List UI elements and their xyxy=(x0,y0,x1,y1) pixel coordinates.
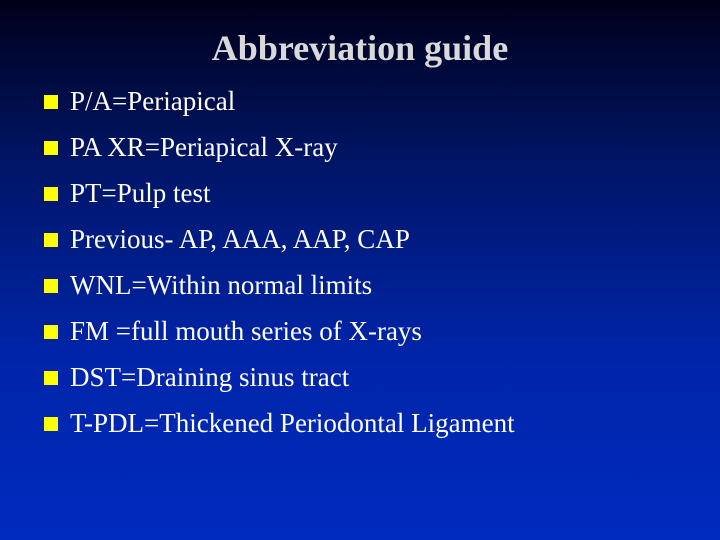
bullet-text: WNL=Within normal limits xyxy=(70,269,373,300)
bullet-text: P/A=Periapical xyxy=(70,85,236,116)
bullet-item xyxy=(44,78,515,124)
bullet-list xyxy=(44,78,515,446)
square-bullet-icon xyxy=(44,233,58,247)
bullet-item xyxy=(44,124,515,170)
bullet-item xyxy=(44,216,515,262)
slide-title: Abbreviation guide xyxy=(211,28,509,68)
bullet-item xyxy=(44,170,515,216)
bullet-text: Previous- AP, AAA, AAP, CAP xyxy=(70,223,410,254)
square-bullet-icon xyxy=(44,95,58,109)
bullet-item xyxy=(44,354,515,400)
square-bullet-icon xyxy=(44,371,58,385)
bullet-text: T-PDL=Thickened Periodontal Ligament xyxy=(70,407,515,438)
bullet-item xyxy=(44,400,515,446)
bullet-text: DST=Draining sinus tract xyxy=(70,361,350,392)
square-bullet-icon xyxy=(44,187,58,201)
square-bullet-icon xyxy=(44,417,58,431)
bullet-item xyxy=(44,262,515,308)
bullet-text: FM =full mouth series of X-rays xyxy=(70,315,422,346)
square-bullet-icon xyxy=(44,325,58,339)
square-bullet-icon xyxy=(44,141,58,155)
bullet-item xyxy=(44,308,515,354)
bullet-text: PA XR=Periapical X-ray xyxy=(70,131,338,162)
bullet-text: PT=Pulp test xyxy=(70,177,211,208)
square-bullet-icon xyxy=(44,279,58,293)
